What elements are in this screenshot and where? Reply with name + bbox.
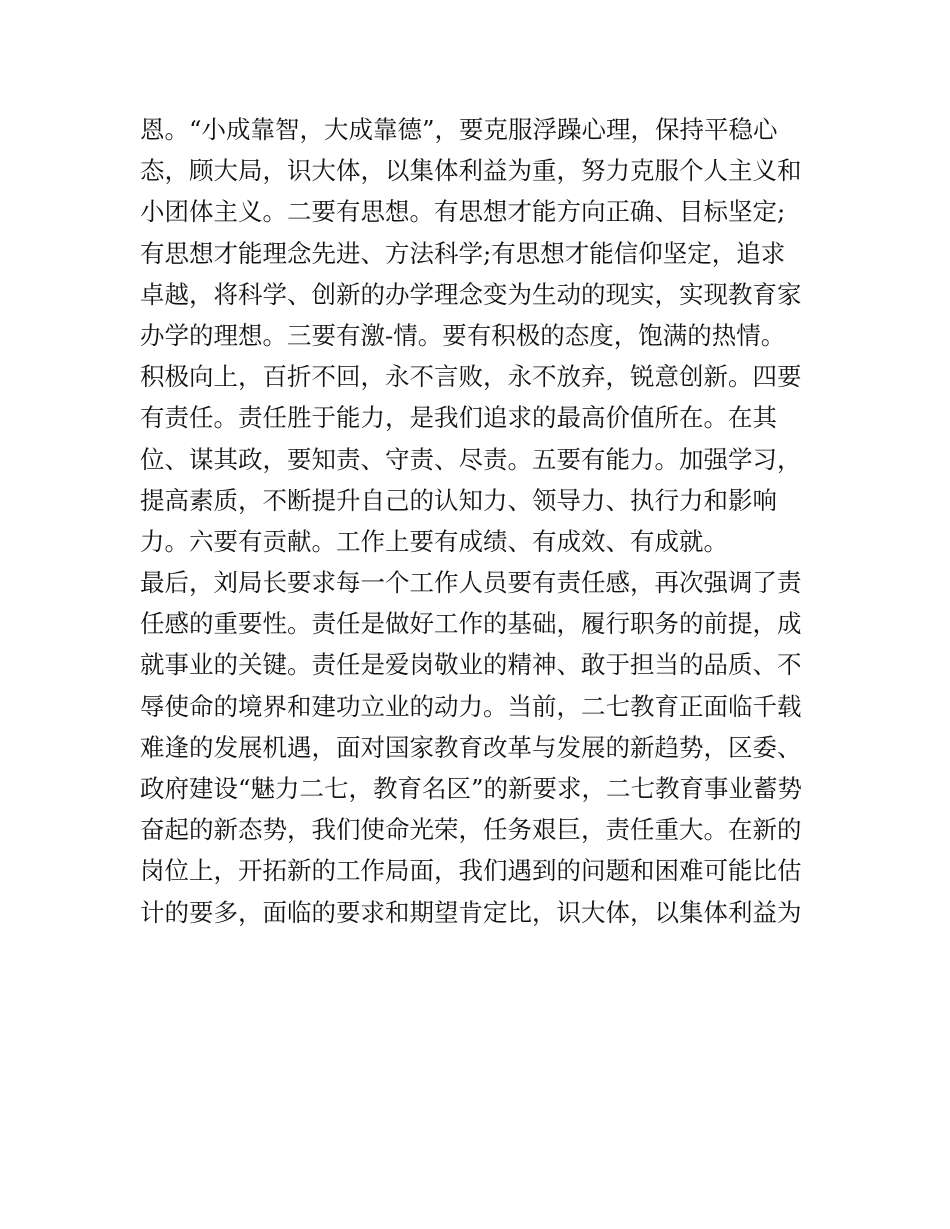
text-line: 岗位上，开拓新的工作局面，我们遇到的问题和困难可能比估 — [140, 856, 802, 886]
body-text — [140, 109, 820, 933]
text-line: 位、谋其政，要知责、守责、尽责。五要有能力。加强学习， — [140, 444, 802, 474]
text-line: 态，顾大局，识大体，以集体利益为重，努力克服个人主义和 — [140, 156, 802, 186]
text-line: 政府建设“魅力二七，教育名区”的新要求，二七教育事业蓄势 — [140, 774, 803, 803]
text-line: 卓越，将科学、创新的办学理念变为生动的现实，实现教育家 — [140, 279, 802, 309]
text-line: 有思想才能理念先进、方法科学;有思想才能信仰坚定，追求 — [140, 238, 786, 268]
text-line: 难逢的发展机遇，面对国家教育改革与发展的新趋势，区委、 — [140, 732, 802, 762]
text-line: 奋起的新态势，我们使命光荣，任务艰巨，责任重大。在新的 — [140, 815, 802, 845]
text-line: 有责任。责任胜于能力，是我们追求的最高价值所在。在其 — [140, 403, 777, 433]
text-line: 办学的理想。三要有激-情。要有积极的态度，饱满的热情。 — [140, 320, 786, 350]
text-line: 就事业的关键。责任是爱岗敬业的精神、敢于担当的品质、不 — [140, 650, 802, 680]
text-line: 最后，刘局长要求每一个工作人员要有责任感，再次强调了责 — [140, 568, 802, 598]
text-line: 小团体主义。二要有思想。有思想才能方向正确、目标坚定; — [140, 197, 786, 227]
text-line: 恩。“小成靠智，大成靠德”，要克服浮躁心理，保持平稳心 — [140, 115, 778, 144]
text-line: 计的要多，面临的要求和期望肯定比，识大体，以集体利益为 — [140, 897, 802, 927]
text-line: 辱使命的境界和建功立业的动力。当前，二七教育正面临千载 — [140, 691, 802, 721]
text-line: 任感的重要性。责任是做好工作的基础，履行职务的前提，成 — [140, 609, 802, 639]
text-line: 力。六要有贡献。工作上要有成绩、有成效、有成就。 — [140, 526, 728, 556]
text-line: 积极向上，百折不回，永不言败，永不放弃，锐意创新。四要 — [140, 362, 802, 392]
text-line: 提高素质，不断提升自己的认知力、领导力、执行力和影响 — [140, 485, 777, 515]
